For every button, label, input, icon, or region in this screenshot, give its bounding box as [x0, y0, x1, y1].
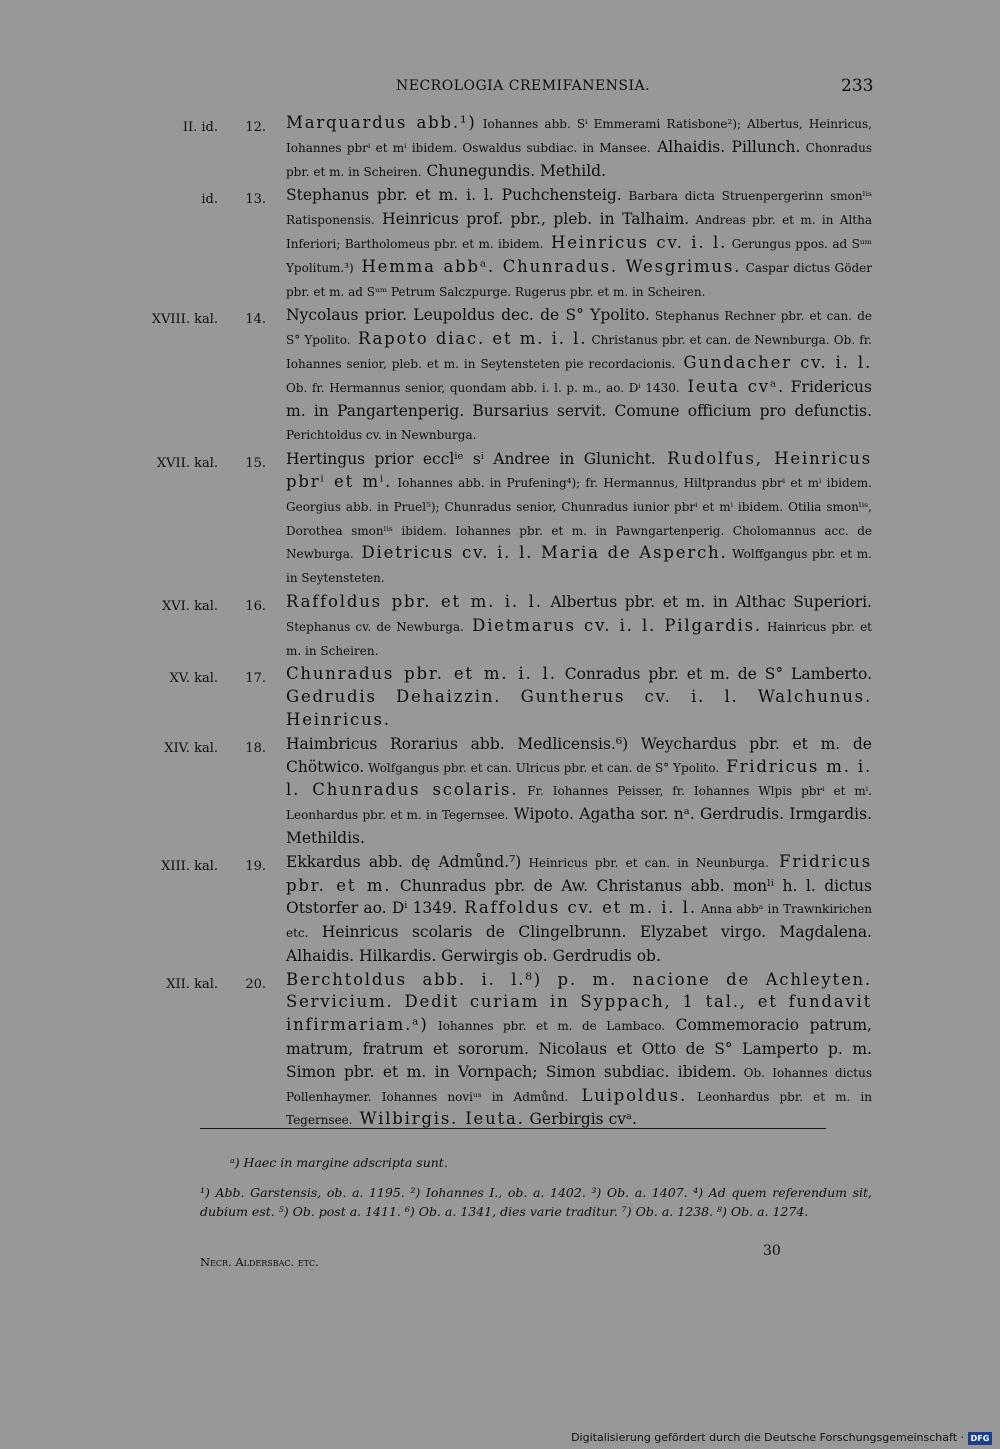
entry-text [286, 184, 872, 303]
entry-segment: Haimbricus Rorarius abb. Medlicensis.⁶) Weychardus pbr. et m. de Chötwico. [286, 734, 872, 776]
entry-text [286, 304, 872, 447]
entry-text [286, 969, 872, 1133]
entry-day-number: 19. [245, 858, 266, 874]
sheet-number: 30 [763, 1243, 781, 1259]
entry-segment: Gedrudis Dehaizzin. Guntherus cv. i. l. Walchunus. Heinricus. [286, 687, 872, 729]
entry-segment: Fridericus m. in Pangartenperig. Bursarius servit. Comune officium pro defunctis. [286, 377, 872, 420]
entry-segment: Iohannes abb. Sⁱ Emmerami Ratisbone²); Albertus, Heinricus, Iohannes pbrⁱ et mⁱ ibidem. Oswaldus subdiac. in Mansee. [286, 117, 872, 155]
footnote-divider [200, 1128, 826, 1129]
entry-segment: Alhaidis. Pillunch. [650, 137, 801, 156]
entry-segment: Leonhardus pbr. et m. in Tegernsee. [286, 1089, 872, 1128]
footnotes: ¹) Abb. Garstensis, ob. a. 1195. ²) Iohannes I., ob. a. 1402. ³) Ob. a. 1407. ⁴) Ad quem referendum sit, dubium est. ⁵) Ob. post a. 1411. ⁶) Ob. a. 1341, dies varie traditur. ⁷) Ob. a. 1238. ⁸) Ob. a. 1274. [200, 1185, 872, 1219]
entry-segment: Stephanus pbr. et m. i. l. Puchchensteig. [286, 186, 622, 205]
entry-segment: Commemoracio patrum, matrum, fratrum et sororum. Nicolaus et Otto de S° Lamperto p. m. Simon pbr. et m. in Vornpach; Simon subdiac. ibidem. [286, 1016, 872, 1081]
entry-segment: Conradus pbr. et m. de S° Lamberto. [556, 665, 873, 684]
entry-day-number: 20. [245, 976, 266, 992]
entry-segment: Chonradus pbr. et m. in Scheiren. [286, 140, 873, 179]
entry-text [286, 733, 872, 850]
entry-segment: Barbara dicta Struenpergerinn smonˡⁱˢ Ratisponensis. [286, 189, 872, 228]
entry-segment: Hemma abbᵃ. Chunradus. Wesgrimus. [353, 256, 742, 276]
entry-date: id. [201, 192, 218, 208]
entry-day-number: 16. [245, 598, 266, 614]
entry-date: XII. kal. [166, 976, 218, 992]
entry-day-number: 17. [245, 671, 266, 687]
entry-segment: Andreas pbr. et m. in Altha Inferiori; Bartholomeus pbr. et m. ibidem. [286, 213, 872, 251]
entry-segment: Hainricus pbr. et m. in Scheiren. [286, 619, 872, 658]
entry-segment: Heinricus pbr. et can. in Neunburga. [521, 855, 769, 870]
entry-segment: Marquardus abb.¹) [286, 113, 477, 132]
entry-segment: Fridricus pbr. et m. [286, 851, 872, 895]
entry-segment: Chunradus pbr. de Aw. Christanus abb. monˡⁱ h. l. dictus Otstorfer ao. Dⁱ 1349. [286, 876, 872, 918]
entry-text [286, 112, 872, 183]
entry-segment: Ekkardus abb. dę Admůnd.⁷) [286, 852, 522, 871]
entry-segment: Albertus pbr. et m. in Althac Superiori. [542, 592, 872, 611]
entry-segment: Fr. Iohannes Peisser, fr. Iohannes Wlpis pbrⁱ et mⁱ. Leonhardus pbr. et m. in Tegernsee. [286, 784, 872, 823]
entry-segment: Chunegundis. Methild. [421, 161, 607, 180]
entry-date: II. id. [182, 120, 218, 135]
entry-segment: Hertingus prior ecclⁱᵉ sⁱ Andree in Glunicht. [286, 450, 656, 469]
entry-date: XV. kal. [169, 671, 218, 687]
necrology-entry [0, 304, 1000, 447]
necrology-entry [0, 112, 1000, 183]
entry-segment: Rudolfus, Heinricus pbrⁱ et mⁱ. [286, 449, 872, 491]
entry-text [286, 851, 872, 968]
dfg-logo-icon[interactable]: DFG [968, 1432, 992, 1445]
running-header [0, 76, 1000, 100]
entry-segment: Stephanus cv. de Newburga. [286, 619, 464, 634]
entry-segment: Luipoldus. [568, 1085, 688, 1105]
entry-segment: Ob. Iohannes dictus Pollenhaymer. Iohannes noviᵘˢ in Admůnd. [286, 1065, 872, 1104]
entry-segment: Raffoldus pbr. et m. i. l. [286, 591, 543, 611]
entry-segment: Christanus pbr. et can. de Newnburga. Ob. fr. Iohannes senior, pleb. et m. in Seytensteten pie recordacionis. [286, 333, 872, 371]
entry-segment: Raffoldus cv. et m. i. l. [456, 898, 697, 918]
entry-segment: Heinricus scolaris de Clingelbrunn. Elyzabet virgo. Magdalena. Alhaidis. Hilkardis. Gerwirgis ob. Gerdrudis ob. [286, 923, 872, 965]
entry-segment: Berchtoldus abb. i. l.⁸) p. m. nacione de Achleyten. Servicium. Dedit curiam in Syppach, 1 tal., et fundavit infirmariam.ᵃ) [286, 969, 872, 1035]
entry-day-number: 18. [245, 740, 266, 756]
necrology-entry [0, 591, 1000, 662]
entry-segment: Dietmarus cv. i. l. Pilgardis. [463, 615, 762, 635]
entry-segment: Wilbirgis. Ieuta. [352, 1109, 525, 1129]
entry-segment: Nycolaus prior. Leupoldus dec. de S° Ypolito. [286, 306, 650, 325]
entry-segment: Gundacher cv. i. l. [675, 352, 873, 372]
entry-segment: Gerbirgis cvᵃ. [524, 1110, 637, 1129]
entry-text [286, 448, 872, 590]
necrology-entry [0, 448, 1000, 590]
signature-mark: Necr. Aldersbac. etc. [200, 1255, 319, 1269]
necrology-entry [0, 969, 1000, 1133]
entry-segment: Iohannes abb. in Prufening⁴); fr. Hermannus, Hiltprandus pbrⁱ et mⁱ ibidem. Georgius abb. in Pruel⁵); Chunradus senior, Chunradus iunior pbrⁱ et mⁱ ibidem. Otilia smonˡⁱˢ, Dorothea smonˡⁱˢ ibidem. Iohannes pbr. et m. in Pawngartenperig. Cholomannus acc. de Newburga. [286, 475, 872, 562]
digitization-credit[interactable]: Digitalisierung gefördert durch die Deutsche Forschungsgemeinschaft · [571, 1431, 964, 1444]
entry-segment: Wipoto. Agatha sor. nᵃ. Gerdrudis. Irmgardis. Methildis. [286, 805, 872, 847]
entry-segment: Fridricus m. i. l. Chunradus scolaris. [286, 756, 873, 800]
entry-segment: Dietricus cv. i. l. Maria de Asperch. [353, 543, 728, 563]
entry-segment: Gerungus ppos. ad Sᵘᵐ Ypolitum.³) [286, 236, 872, 275]
entry-segment: Caspar dictus Göder pbr. et m. ad Sᵘᵐ Petrum Salczpurge. Rugerus pbr. et m. in Scheiren. [286, 260, 872, 299]
header-title: NECROLOGIA CREMIFANENSIA. [396, 78, 651, 94]
entry-day-number: 15. [245, 456, 266, 472]
entry-segment: Chunradus pbr. et m. i. l. [286, 664, 557, 684]
entry-segment: Wolffgangus pbr. et m. in Seytensteten. [286, 547, 872, 586]
entry-segment: Rapoto diac. et m. i. l. [350, 329, 588, 349]
entry-segment: Iohannes pbr. et m. de Lambaco. [428, 1019, 666, 1034]
necrology-entries [0, 112, 1000, 1133]
digitization-credit-bar [0, 1429, 1000, 1449]
necrology-entry [0, 733, 1000, 850]
entry-segment: Heinricus cv. i. l. [543, 232, 728, 252]
entry-date: XVI. kal. [162, 598, 218, 614]
entry-segment: Stephanus Rechner pbr. et can. de S° Ypolito. [286, 309, 872, 348]
entry-segment: Ieuta cvᵃ. [679, 376, 786, 396]
entry-segment: Wolfgangus pbr. et can. Ulricus pbr. et can. de S° Ypolito. [364, 760, 720, 775]
footnote-a: ᵃ) Haec in margine adscripta sunt. [230, 1155, 448, 1170]
entry-text [286, 663, 872, 731]
entry-day-number: 13. [245, 192, 266, 208]
entry-segment: Perichtoldus cv. in Newnburga. [286, 428, 477, 443]
entry-date: XIII. kal. [161, 858, 218, 874]
entry-date: XVIII. kal. [151, 312, 218, 328]
entry-date: XVII. kal. [156, 456, 218, 472]
entry-segment: Heinricus prof. pbr., pleb. in Talhaim. [374, 210, 690, 229]
entry-day-number: 12. [245, 120, 266, 135]
entry-segment: Ob. fr. Hermannus senior, quondam abb. i. l. p. m., ao. Dⁱ 1430. [286, 380, 680, 395]
entry-date: XIV. kal. [164, 740, 218, 756]
necrology-entry [0, 851, 1000, 968]
necrology-entry [0, 184, 1000, 303]
necrology-entry [0, 663, 1000, 731]
entry-text [286, 591, 872, 662]
entry-segment: Anna abbᵃ in Trawnkirichen etc. [286, 902, 873, 941]
page-number: 233 [841, 76, 874, 96]
entry-day-number: 14. [245, 312, 266, 328]
